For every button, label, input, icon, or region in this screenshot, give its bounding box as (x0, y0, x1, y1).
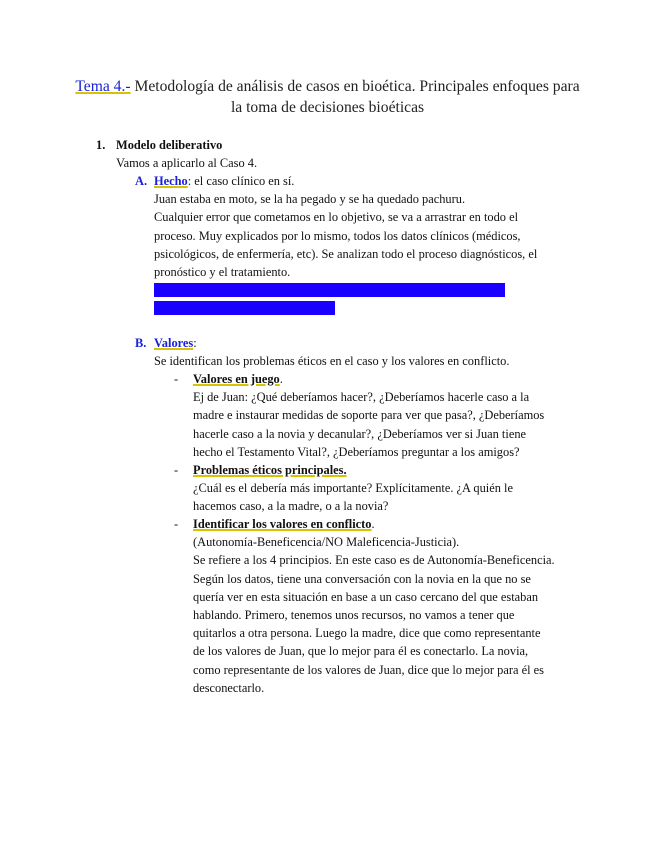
subsection-b-heading: Valores (154, 336, 194, 350)
list-item-line: hacerle caso a la novia y decanular?, ¿Deberíamos ver si Juan tiene (193, 426, 527, 441)
section-intro: Vamos a aplicarlo al Caso 4. (116, 156, 258, 171)
subsection-a (154, 172, 537, 318)
subsection-b-letter: B. (135, 336, 147, 350)
list-item-line: desconectarlo. (193, 680, 265, 695)
subsection-b (154, 334, 509, 370)
list-item-line: (Autonomía-Beneficencia/NO Maleficencia-Justicia). (193, 535, 460, 550)
list-item-heading-rest: . (371, 517, 375, 531)
section-number: 1. (96, 138, 106, 152)
subsection-b-intro: Se identifican los problemas éticos en el caso y los valores en conflicto. (154, 354, 510, 369)
document-title (60, 76, 595, 118)
list-item-line: ¿Cuál es el debería más importante? Explícitamente. ¿A quién le (193, 481, 513, 496)
subsection-b-heading-rest: : (193, 336, 197, 350)
list-item (193, 370, 544, 461)
subsection-a-letter: A. (135, 174, 148, 188)
list-item-line: hablando. Primero, tenemos unos recursos, no vamos a tener que (193, 608, 515, 623)
list-item-heading: Identificar los valores en conflicto (193, 517, 372, 531)
title-text-line1: Metodología de análisis de casos en bioética. Principales enfoques para (130, 78, 580, 95)
section-1 (116, 136, 257, 172)
paragraph-line: Juan estaba en moto, se la ha pegado y se ha quedado pachuru. (154, 192, 466, 207)
subsection-a-heading: Hecho (154, 174, 188, 188)
bullet-dash: - (174, 517, 179, 531)
subsection-a-heading-rest: : el caso clínico en sí. (187, 174, 295, 188)
paragraph-line: pronóstico y el tratamiento. (154, 265, 291, 280)
highlighted-line: cualidades? Esto es muy importante. (154, 301, 336, 316)
list-item-line: hacemos caso, a la madre, o a la novia? (193, 499, 389, 514)
list-item-line: de los valores de Juan, que lo mejor para él es conectarlo. La novia, (193, 644, 529, 659)
list-item-line: Ej de Juan: ¿Qué deberíamos hacer?, ¿Deberíamos hacerle caso a la (193, 390, 530, 405)
bullet-dash: - (174, 372, 179, 386)
paragraph-line: proceso. Muy explicados por lo mismo, todos los datos clínicos (médicos, (154, 228, 521, 243)
list-item (193, 461, 513, 516)
title-text-line2: la toma de decisiones bioéticas (230, 99, 425, 116)
list-item-line: quería ver en esta situación en base a un caso cercano del que estaban (193, 589, 539, 604)
list-item-line: hecho el Testamento Vital?, ¿Deberíamos preguntar a los amigos? (193, 444, 520, 459)
list-item-line: quitarlos a otra persona. Luego la madre, dice que como representante (193, 626, 541, 641)
list-item (193, 515, 555, 697)
list-item-heading-rest: . (279, 372, 283, 386)
tema-label: Tema 4.- (75, 78, 131, 95)
list-item-heading: Valores en juego (193, 372, 280, 386)
list-item-line: como representante de los valores de Juan, dice que lo mejor para él es (193, 662, 544, 677)
list-item-line: Según los datos, tiene una conversación con la novia en la que no se (193, 571, 531, 586)
paragraph-line: Cualquier error que cometamos en lo objetivo, se va a arrastrar en todo el (154, 210, 519, 225)
bullet-dash: - (174, 463, 179, 477)
list-item-heading: Problemas éticos principales. (193, 463, 347, 477)
list-item-line: madre e instaurar medidas de soporte para ver que pasa?, ¿Deberíamos (193, 408, 545, 423)
list-item-line: Se refiere a los 4 principios. En este caso es de Autonomía-Beneficencia. (193, 553, 555, 568)
highlighted-line: ¿Está informado?, ¿Está coaccionado por terceros? ¿Está en sus plenas (154, 283, 505, 298)
section-heading: Modelo deliberativo (116, 138, 223, 152)
paragraph-line: psicológicos, de enfermería, etc). Se analizan todo el proceso diagnósticos, el (154, 246, 538, 261)
